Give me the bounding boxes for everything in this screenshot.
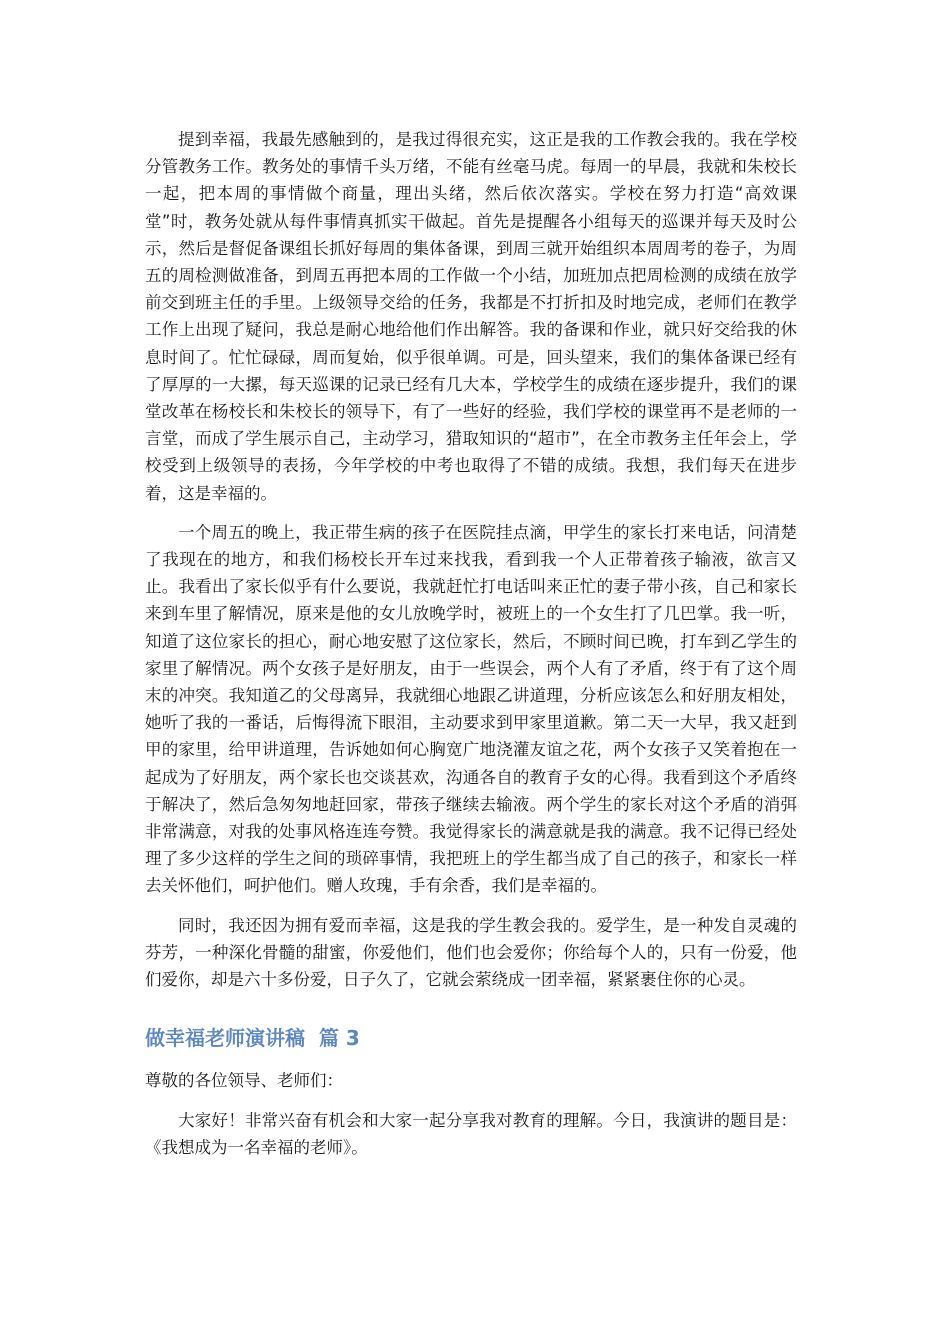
document-page	[145, 126, 797, 1161]
section-heading-title: 做幸福老师演讲稿	[145, 1026, 305, 1051]
body-paragraph-3: 同时，我还因为拥有爱而幸福，这是我的学生教会我的。爱学生，是一种发自灵魂的芬芳，一种深化骨髓的甜蜜，你爱他们，他们也会爱你；你给每个人的，只有一份爱，他们爱你，却是六十多份爱，日子久了，它就会萦绕成一团幸福，紧紧裹住你的心灵。	[145, 915, 797, 990]
section-heading	[145, 1023, 797, 1053]
salutation: 尊敬的各位领导、老师们：	[145, 1071, 343, 1091]
body-paragraph-4: 大家好！非常兴奋有机会和大家一起分享我对教育的理解。今日，我演讲的题目是：《我想成为一名幸福的老师》。	[145, 1110, 797, 1157]
body-paragraph-1: 提到幸福，我最先感触到的，是我过得很充实，这正是我的工作教会我的。我在学校分管教务工作。教务处的事情千头万绪，不能有丝毫马虎。每周一的早晨，我就和朱校长一起，把本周的事情做个商量，理出头绪，然后依次落实。学校在努力打造“高效课堂”时，教务处就从每件事情真抓实干做起。首先是提醒各小组每天的巡课并每天及时公示，然后是督促备课组长抓好每周的集体备课，到周三就开始组织本周周考的卷子，为周五的周检测做准备，到周五再把本周的工作做一个小结，加班加点把周检测的成绩在放学前交到班主任的手里。上级领导交给的任务，我都是不打折扣及时地完成，老师们在教学工作上出现了疑问，我总是耐心地给他们作出解答。我的备课和作业，就只好交给我的休息时间了。忙忙碌碌，周而复始，似乎很单调。可是，回头望来，我们的集体备课已经有了厚厚的一大摞，每天巡课的记录已经有几大本，学校学生的成绩在逐步提升，我们的课堂改革在杨校长和朱校长的领导下，有了一些好的经验，我们学校的课堂再不是老师的一言堂，而成了学生展示自己，主动学习，猎取知识的“超市”，在全市教务主任年会上，学校受到上级领导的表扬，今年学校的中考也取得了不错的成绩。我想，我们每天在进步着，这是幸福的。	[145, 130, 797, 503]
body-paragraph-2: 一个周五的晚上，我正带生病的孩子在医院挂点滴，甲学生的家长打来电话，问清楚了我现在的地方，和我们杨校长开车过来找我，看到我一个人正带着孩子输液，欲言又止。我看出了家长似乎有什么要说，我就赶忙打电话叫来正忙的妻子带小孩，自己和家长来到车里了解情况，原来是他的女儿放晚学时，被班上的一个女生打了几巴掌。我一听，知道了这位家长的担心，耐心地安慰了这位家长，然后，不顾时间已晚，打车到乙学生的家里了解情况。两个女孩子是好朋友，由于一些误会，两个人有了矛盾，终于有了这个周末的冲突。我知道乙的父母离异，我就细心地跟乙讲道理，分析应该怎么和好朋友相处，她听了我的一番话，后悔得流下眼泪，主动要求到甲家里道歉。第二天一大早，我又赶到甲的家里，给甲讲道理，告诉她如何心胸宽广地浇灌友谊之花，两个女孩子又笑着抱在一起成为了好朋友，两个家长也交谈甚欢，沟通各自的教育子女的心得。我看到这个矛盾终于解决了，然后急匆匆地赶回家，带孩子继续去输液。两个学生的家长对这个矛盾的消弭非常满意，对我的处事风格连连夸赞。我觉得家长的满意就是我的满意。我不记得已经处理了多少这样的学生之间的琐碎事情，我把班上的学生都当成了自己的孩子，和家长一样去关怀他们，呵护他们。赠人玫瑰，手有余香，我们是幸福的。	[145, 522, 797, 896]
section-heading-number: 篇 3	[318, 1026, 360, 1051]
